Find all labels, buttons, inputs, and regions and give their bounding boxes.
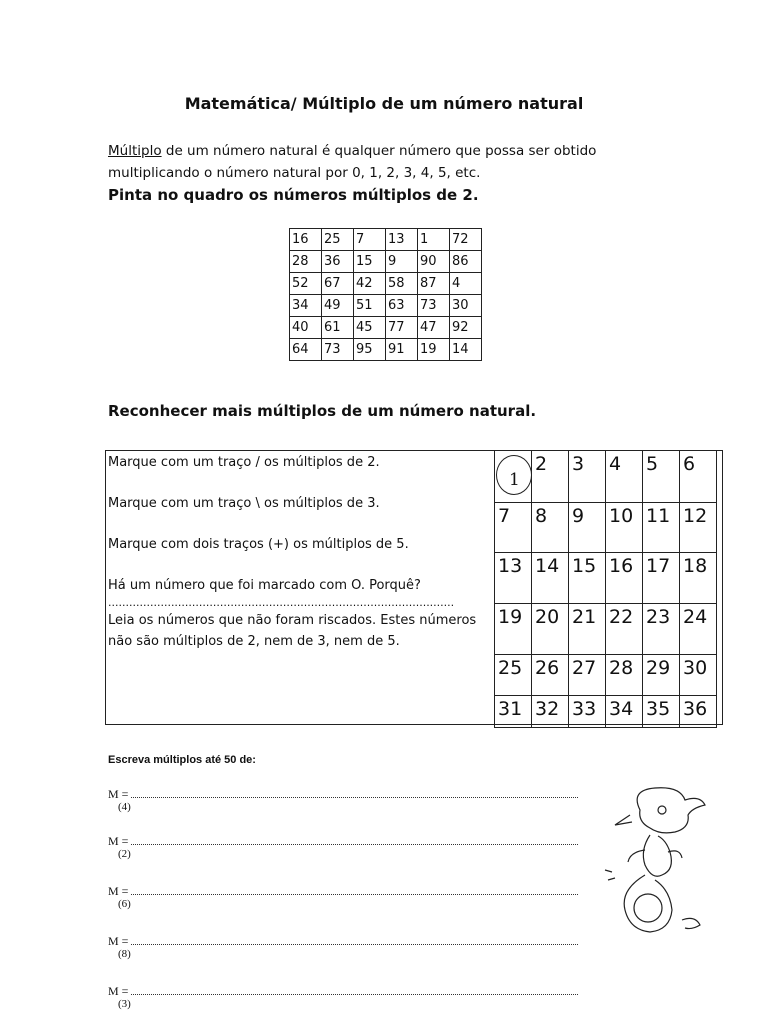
base-number: (2) xyxy=(118,848,131,860)
answer-dotted-line[interactable] xyxy=(131,884,578,895)
grid2-row xyxy=(495,655,717,696)
page-title: Matemática/ Múltiplo de um número natural xyxy=(184,94,584,113)
definition-text: de um número natural é qualquer número que possa ser obtido multiplicando o número natural por 0, 1, 2, 3, 4, 5, etc. xyxy=(108,143,597,181)
grid1-cell[interactable]: 92 xyxy=(450,317,482,339)
grid1-cell[interactable]: 1 xyxy=(418,229,450,251)
section1-heading: Pinta no quadro os números múltiplos de 2. xyxy=(108,186,479,204)
instruction-1: Marque com um traço / os múltiplos de 2. xyxy=(108,455,380,470)
grid2-cell[interactable]: 30 xyxy=(680,655,717,696)
section2-heading: Reconhecer mais múltiplos de um número natural. xyxy=(108,402,537,420)
grid1-cell[interactable]: 61 xyxy=(322,317,354,339)
grid2-cell[interactable]: 3 xyxy=(569,451,606,503)
grid1-cell[interactable]: 95 xyxy=(354,339,386,361)
answer-dotted-line[interactable] xyxy=(131,984,578,995)
grid1-row xyxy=(290,339,482,361)
multiples-answer-line[interactable] xyxy=(108,884,578,910)
grid2-cell[interactable]: 24 xyxy=(680,604,717,655)
grid2-cell[interactable]: 9 xyxy=(569,503,606,553)
grid1-cell[interactable]: 72 xyxy=(450,229,482,251)
grid1-cell[interactable]: 36 xyxy=(322,251,354,273)
multiples-of-2-grid xyxy=(289,228,482,361)
answer-dotted-line[interactable] xyxy=(131,787,578,798)
grid1-cell[interactable]: 47 xyxy=(418,317,450,339)
grid2-cell[interactable]: 33 xyxy=(569,696,606,728)
grid1-cell[interactable]: 30 xyxy=(450,295,482,317)
grid2-cell[interactable]: 12 xyxy=(680,503,717,553)
answer-prefix: M = xyxy=(108,884,132,898)
answer-prefix: M = xyxy=(108,934,132,948)
grid1-cell[interactable]: 40 xyxy=(290,317,322,339)
grid1-cell[interactable]: 63 xyxy=(386,295,418,317)
base-number: (3) xyxy=(118,998,131,1010)
grid2-cell[interactable]: 36 xyxy=(680,696,717,728)
definition-term: Múltiplo xyxy=(108,143,162,159)
grid1-row xyxy=(290,295,482,317)
grid2-cell[interactable]: 8 xyxy=(532,503,569,553)
answer-dotted-line[interactable] xyxy=(131,934,578,945)
grid2-cell[interactable]: 27 xyxy=(569,655,606,696)
grid1-cell[interactable]: 28 xyxy=(290,251,322,273)
woodpecker-illustration xyxy=(600,780,720,950)
numbers-1-to-36-grid xyxy=(494,450,717,728)
multiples-answer-line[interactable] xyxy=(108,934,578,960)
grid2-cell[interactable]: 13 xyxy=(495,553,532,604)
answer-prefix: M = xyxy=(108,834,132,848)
grid1-row xyxy=(290,251,482,273)
answer-line[interactable]: ................................................................................................... xyxy=(108,596,455,609)
grid1-cell[interactable]: 49 xyxy=(322,295,354,317)
grid1-cell[interactable]: 77 xyxy=(386,317,418,339)
grid2-row xyxy=(495,553,717,604)
grid2-cell[interactable]: 15 xyxy=(569,553,606,604)
grid1-cell[interactable]: 42 xyxy=(354,273,386,295)
grid2-cell[interactable]: 35 xyxy=(643,696,680,728)
grid1-cell[interactable]: 86 xyxy=(450,251,482,273)
grid2-cell[interactable]: 23 xyxy=(643,604,680,655)
exercise-instructions xyxy=(108,452,493,652)
grid1-cell[interactable]: 9 xyxy=(386,251,418,273)
grid2-cell[interactable]: 4 xyxy=(606,451,643,503)
grid1-cell[interactable]: 45 xyxy=(354,317,386,339)
grid2-cell[interactable]: 28 xyxy=(606,655,643,696)
final-instruction: Leia os números que não foram riscados. Estes números não são múltiplos de 2, nem de 3, nem de 5. xyxy=(108,613,477,649)
answer-prefix: M = xyxy=(108,984,132,998)
grid1-cell[interactable]: 16 xyxy=(290,229,322,251)
grid2-cell[interactable]: 26 xyxy=(532,655,569,696)
grid1-cell[interactable]: 67 xyxy=(322,273,354,295)
grid1-cell[interactable]: 13 xyxy=(386,229,418,251)
grid2-cell[interactable]: 17 xyxy=(643,553,680,604)
grid1-row xyxy=(290,229,482,251)
circled-number xyxy=(496,455,532,495)
multiples-answer-line[interactable] xyxy=(108,787,578,813)
base-number: (8) xyxy=(118,948,131,960)
grid2-cell[interactable]: 7 xyxy=(495,503,532,553)
grid1-cell[interactable]: 52 xyxy=(290,273,322,295)
grid2-cell[interactable]: 18 xyxy=(680,553,717,604)
grid2-cell[interactable]: 19 xyxy=(495,604,532,655)
grid1-cell[interactable]: 90 xyxy=(418,251,450,273)
grid2-row xyxy=(495,604,717,655)
instruction-4: Há um número que foi marcado com O. Porquê? xyxy=(108,578,421,593)
grid2-cell[interactable]: 10 xyxy=(606,503,643,553)
grid2-cell[interactable]: 5 xyxy=(643,451,680,503)
grid1-cell[interactable]: 7 xyxy=(354,229,386,251)
grid2-cell[interactable]: 21 xyxy=(569,604,606,655)
grid1-row xyxy=(290,273,482,295)
grid1-cell[interactable]: 34 xyxy=(290,295,322,317)
grid2-cell[interactable]: 29 xyxy=(643,655,680,696)
grid2-row xyxy=(495,696,717,728)
grid2-cell[interactable]: 11 xyxy=(643,503,680,553)
grid1-cell[interactable]: 73 xyxy=(418,295,450,317)
instruction-2: Marque com um traço \ os múltiplos de 3. xyxy=(108,496,380,511)
base-number: (6) xyxy=(118,898,131,910)
grid1-cell[interactable]: 4 xyxy=(450,273,482,295)
grid2-cell[interactable]: 14 xyxy=(532,553,569,604)
instruction-3: Marque com dois traços (+) os múltiplos de 5. xyxy=(108,537,409,552)
base-number: (4) xyxy=(118,801,131,813)
grid2-cell[interactable]: 20 xyxy=(532,604,569,655)
grid1-cell[interactable]: 15 xyxy=(354,251,386,273)
answer-prefix: M = xyxy=(108,787,132,801)
grid2-cell[interactable]: 22 xyxy=(606,604,643,655)
grid1-cell[interactable]: 14 xyxy=(450,339,482,361)
grid2-cell[interactable]: 16 xyxy=(606,553,643,604)
grid2-cell[interactable]: 25 xyxy=(495,655,532,696)
section3-heading: Escreva múltiplos até 50 de: xyxy=(108,754,256,766)
grid1-cell[interactable]: 87 xyxy=(418,273,450,295)
grid2-cell[interactable]: 31 xyxy=(495,696,532,728)
grid2-row xyxy=(495,503,717,553)
circled-number-value: 1 xyxy=(509,470,520,490)
answer-dotted-line[interactable] xyxy=(131,834,578,845)
grid2-cell[interactable]: 34 xyxy=(606,696,643,728)
definition-paragraph xyxy=(108,140,648,184)
grid1-cell[interactable]: 73 xyxy=(322,339,354,361)
grid2-cell[interactable]: 32 xyxy=(532,696,569,728)
grid1-cell[interactable]: 51 xyxy=(354,295,386,317)
grid1-cell[interactable]: 58 xyxy=(386,273,418,295)
multiples-answer-line[interactable] xyxy=(108,834,578,860)
multiples-answer-line[interactable] xyxy=(108,984,578,1010)
grid1-cell[interactable]: 25 xyxy=(322,229,354,251)
grid1-cell[interactable]: 91 xyxy=(386,339,418,361)
grid2-cell[interactable]: 6 xyxy=(680,451,717,503)
grid2-cell[interactable]: 2 xyxy=(532,451,569,503)
grid1-cell[interactable]: 64 xyxy=(290,339,322,361)
grid1-cell[interactable]: 19 xyxy=(418,339,450,361)
grid1-row xyxy=(290,317,482,339)
